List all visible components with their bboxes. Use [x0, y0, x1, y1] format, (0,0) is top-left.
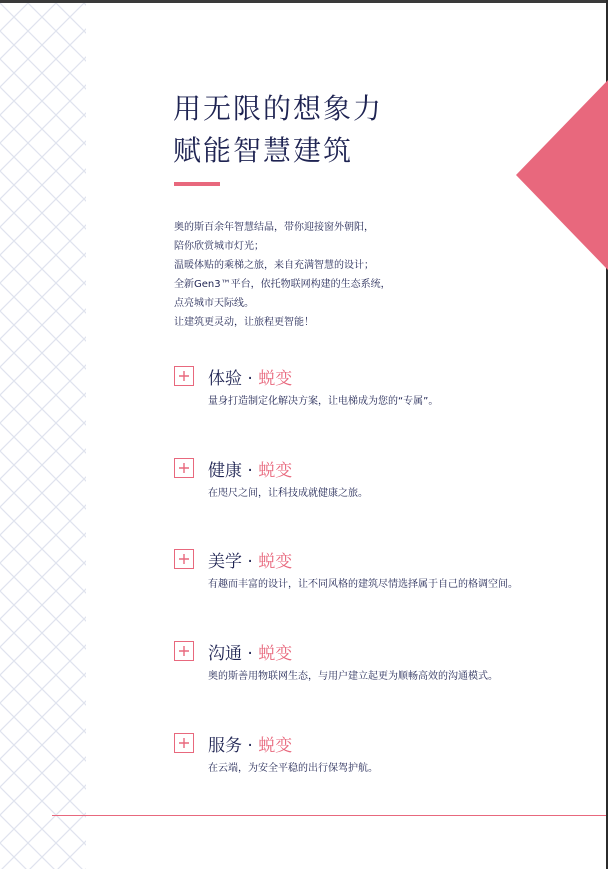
plus-icon — [174, 549, 194, 569]
intro-line: 让建筑更灵动，让旅程更智能！ — [174, 317, 314, 328]
plus-icon — [174, 366, 194, 386]
feature-heading — [174, 639, 594, 663]
top-border — [0, 0, 608, 3]
feature-accent-word: 蜕变 — [258, 735, 293, 756]
feature-title — [208, 731, 292, 756]
feature-title — [208, 364, 292, 389]
bottom-divider — [52, 815, 606, 816]
intro-line: 温暖体贴的乘梯之旅，来自充满智慧的设计； — [174, 260, 374, 271]
feature-heading — [174, 731, 594, 755]
feature-title — [208, 639, 292, 664]
page-title-line-1: 用无限的想象力 — [173, 92, 384, 125]
intro-line: 点亮城市天际线。 — [174, 298, 254, 309]
feature-description: 奥的斯善用物联网生态，与用户建立起更为顺畅高效的沟通模式。 — [208, 671, 498, 682]
lattice-pattern — [0, 3, 86, 869]
plus-icon — [174, 641, 194, 661]
feature-name: 健康 — [208, 460, 242, 481]
plus-icon — [174, 733, 194, 753]
feature-name: 体验 — [208, 368, 242, 389]
feature-description: 在云端，为安全平稳的出行保驾护航。 — [208, 763, 378, 774]
intro-paragraph — [174, 218, 454, 332]
feature-communication — [174, 639, 594, 684]
feature-heading — [174, 364, 594, 388]
pink-triangle-decoration — [516, 80, 608, 270]
feature-separator: · — [247, 551, 253, 572]
feature-name: 服务 — [208, 735, 242, 756]
feature-heading — [174, 456, 594, 480]
feature-separator: · — [247, 460, 253, 481]
intro-line: 陪你欣赏城市灯光； — [174, 241, 264, 252]
feature-separator: · — [247, 735, 253, 756]
feature-accent-word: 蜕变 — [258, 368, 293, 389]
feature-service — [174, 731, 594, 776]
feature-heading — [174, 547, 594, 571]
plus-icon — [174, 458, 194, 478]
feature-health — [174, 456, 594, 501]
feature-accent-word: 蜕变 — [258, 551, 293, 572]
title-accent-bar — [174, 182, 220, 186]
feature-description: 量身打造制定化解决方案，让电梯成为您的“专属”。 — [208, 396, 439, 407]
feature-description: 在咫尺之间，让科技成就健康之旅。 — [208, 488, 368, 499]
intro-line: 全新Gen3™平台，依托物联网构建的生态系统， — [174, 279, 391, 290]
feature-aesthetics — [174, 547, 594, 592]
feature-name: 美学 — [208, 551, 242, 572]
feature-title — [208, 456, 292, 481]
feature-name: 沟通 — [208, 643, 242, 664]
feature-separator: · — [247, 643, 253, 664]
intro-line: 奥的斯百余年智慧结晶，带你迎接窗外朝阳， — [174, 222, 374, 233]
feature-experience — [174, 364, 594, 409]
feature-description: 有趣而丰富的设计，让不同风格的建筑尽情选择属于自己的格调空间。 — [208, 579, 518, 590]
page-title-line-2: 赋能智慧建筑 — [173, 134, 354, 167]
feature-title — [208, 547, 292, 572]
feature-separator: · — [247, 368, 253, 389]
feature-accent-word: 蜕变 — [258, 460, 293, 481]
feature-accent-word: 蜕变 — [258, 643, 293, 664]
